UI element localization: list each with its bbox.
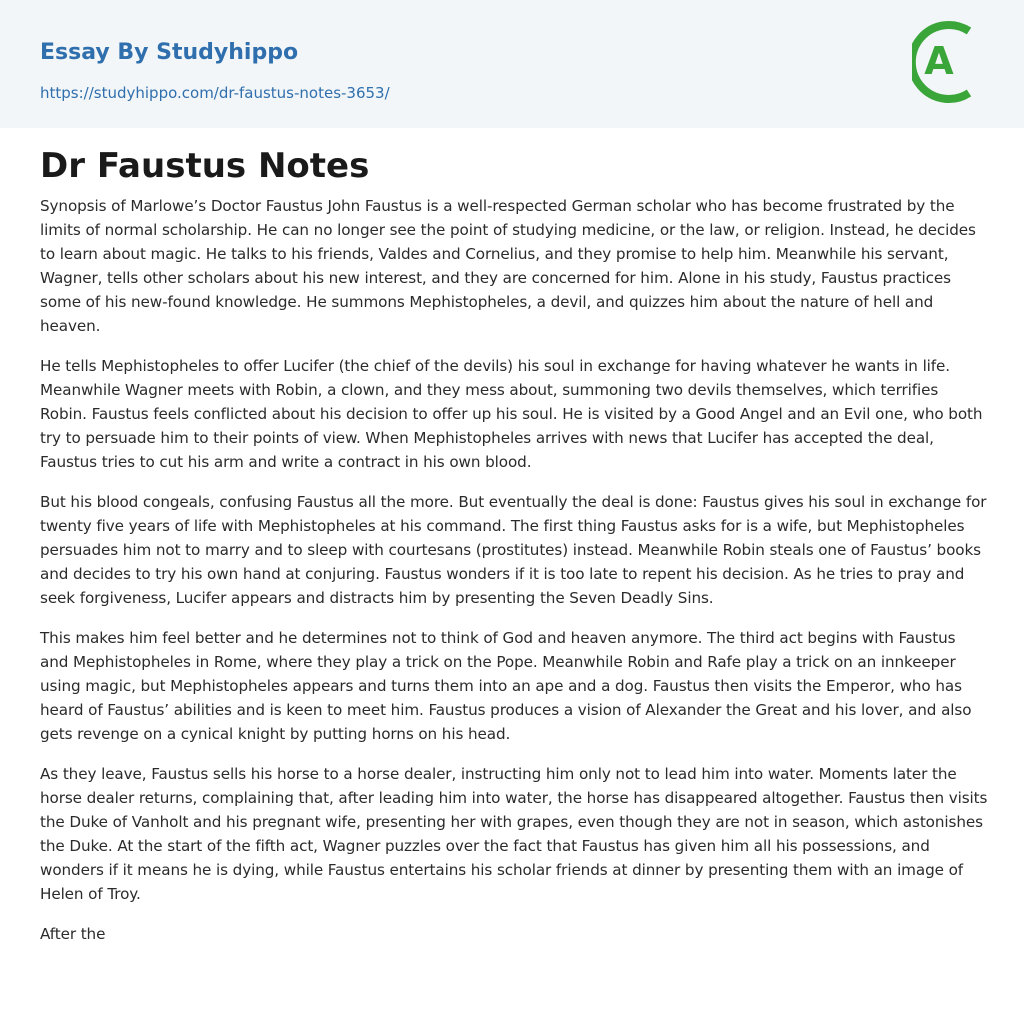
- page-title: Dr Faustus Notes: [40, 146, 370, 186]
- article-paragraph: He tells Mephistopheles to offer Lucifer (the chief of the devils) his soul in exchange for having whatever he wants in life. Meanwhile Wagner meets with Robin, a clown, and they mess about, summoning two devils themselves, which terrifies Robin. Faustus feels conflicted about his decision to offer up his soul. He is visited by a Good Angel and an Evil one, who both try to persuade him to their points of view. When Mephistopheles arrives with news that Lucifer has accepted the deal, Faustus tries to cut his arm and write a contract in his own blood.: [40, 357, 983, 471]
- article-paragraph: But his blood congeals, confusing Faustus all the more. But eventually the deal is done: Faustus gives his soul in exchange for twenty five years of life with Mephistopheles at his command. The first thing Faustus asks for is a wife, but Mephistopheles persuades him not to marry and to sleep with courtesans (prostitutes) instead. Meanwhile Robin steals one of Faustus’ books and decides to try his own hand at conjuring. Faustus wonders if it is too late to repent his decision. As he tries to pray and seek forgiveness, Lucifer appears and distracts him by presenting the Seven Deadly Sins.: [40, 493, 987, 607]
- article-paragraph: As they leave, Faustus sells his horse to a horse dealer, instructing him only not to lead him into water. Moments later the horse dealer returns, complaining that, after leading him into water, the horse has disappeared altogether. Faustus then visits the Duke of Vanholt and his pregnant wife, presenting her with grapes, even though they are not in season, which astonishes the Duke. At the start of the fifth act, Wagner puzzles over the fact that Faustus has given him all his possessions, and wonders if it means he is dying, while Faustus entertains his scholar friends at dinner by presenting them with an image of Helen of Troy.: [40, 765, 988, 903]
- brand-title[interactable]: Essay By Studyhippo: [40, 40, 299, 65]
- article-paragraph: Synopsis of Marlowe’s Doctor Faustus John Faustus is a well-respected German scholar who has become frustrated by the limits of normal scholarship. He can no longer see the point of studying medicine, or the law, or religion. Instead, he decides to learn about magic. He talks to his friends, Valdes and Cornelius, and they promise to help him. Meanwhile his servant, Wagner, tells other scholars about his new interest, and they are concerned for him. Alone in his study, Faustus practices some of his new-found knowledge. He summons Mephistopheles, a devil, and quizzes him about the nature of hell and heaven.: [40, 197, 976, 335]
- site-header: [0, 0, 1024, 128]
- logo-letter: A: [924, 39, 954, 83]
- source-url-link[interactable]: https://studyhippo.com/dr-faustus-notes-3653/: [40, 84, 390, 102]
- article-body: [40, 194, 988, 962]
- article-paragraph-truncated: After the: [40, 925, 106, 943]
- studyhippo-logo-icon[interactable]: [912, 19, 986, 105]
- article-paragraph: This makes him feel better and he determines not to think of God and heaven anymore. The third act begins with Faustus and Mephistopheles in Rome, where they play a trick on the Pope. Meanwhile Robin and Rafe play a trick on an innkeeper using magic, but Mephistopheles appears and turns them into an ape and a dog. Faustus then visits the Emperor, who has heard of Faustus’ abilities and is keen to meet him. Faustus produces a vision of Alexander the Great and his lover, and also gets revenge on a cynical knight by putting horns on his head.: [40, 629, 972, 743]
